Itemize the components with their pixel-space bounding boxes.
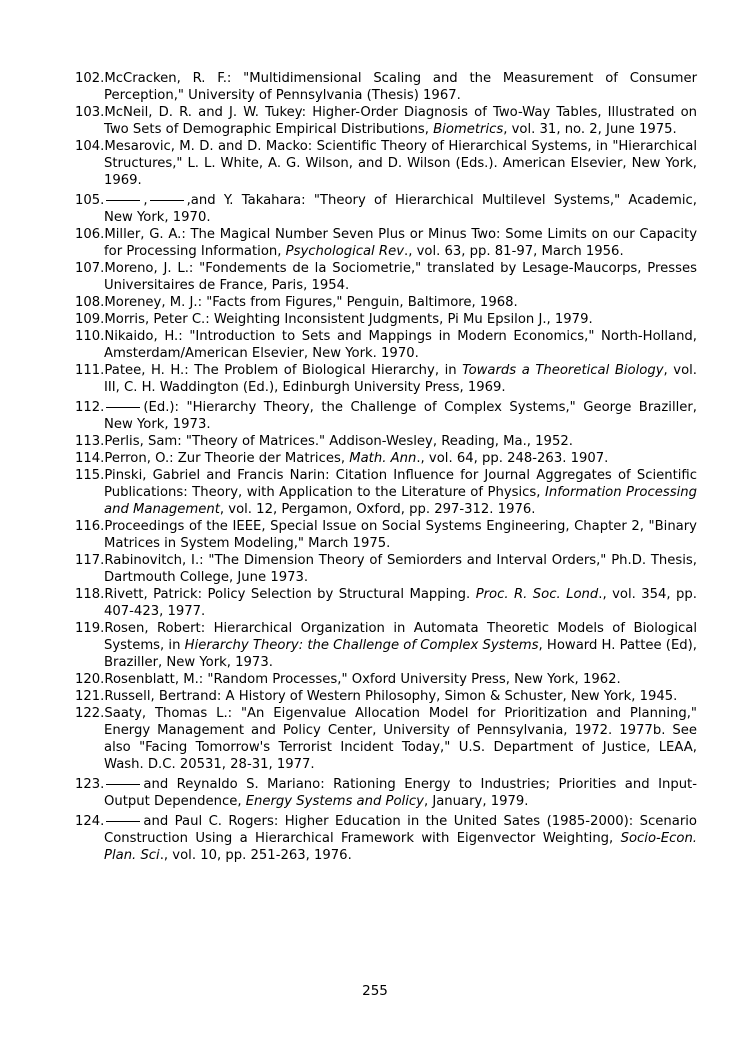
reference-italic-text: Information Processing and Management	[104, 485, 697, 517]
reference-italic-text: Proc. R. Soc. Lond	[475, 587, 599, 602]
ditto-dash	[106, 200, 140, 201]
reference-text: Rosen, Robert: Hierarchical Organization in Automata Theoretic Models of Biological Systems, in	[104, 621, 697, 653]
reference-entry	[75, 260, 697, 294]
reference-italic-text: Hierarchy Theory: the Challenge of Complex Systems	[184, 638, 539, 653]
reference-text: , vol. III, C. H. Waddington (Ed.), Edinburgh University Press, 1969.	[104, 363, 697, 395]
reference-entry	[75, 311, 697, 328]
ditto-dash	[106, 784, 140, 785]
reference-number: 123.	[75, 777, 105, 792]
page-number: 255	[362, 983, 388, 999]
reference-number: 118.	[75, 587, 105, 602]
reference-number: 106.	[75, 227, 105, 242]
reference-text: , January, 1979.	[423, 794, 529, 809]
reference-number: 111.	[75, 363, 105, 378]
reference-text: Rivett, Patrick: Policy Selection by Structural Mapping.	[104, 587, 476, 602]
reference-entry	[75, 192, 697, 226]
reference-number: 117.	[75, 553, 105, 568]
reference-text: , Howard H. Pattee (Ed), Braziller, New York, 1973.	[104, 638, 697, 670]
reference-text: Moreney, M. J.: "Facts from Figures," Penguin, Baltimore, 1968.	[104, 295, 518, 310]
reference-text: Mesarovic, M. D. and D. Macko: Scientific Theory of Hierarchical Systems, in "Hierarchical Structures," L. L. White, A. G. Wilson, and D. Wilson (Eds.). American Elsevier, New York, 1969.	[104, 139, 697, 188]
reference-text: ., vol. 64, pp. 248-263. 1907.	[416, 451, 609, 466]
reference-entry	[75, 362, 697, 396]
reference-number: 107.	[75, 261, 105, 276]
reference-entry	[75, 671, 697, 688]
reference-text: Miller, G. A.: The Magical Number Seven Plus or Minus Two: Some Limits on our Capacity for Processing Information,	[104, 227, 697, 259]
reference-entry	[75, 776, 697, 810]
reference-number: 102.	[75, 71, 105, 86]
reference-text: (Ed.): "Hierarchy Theory, the Challenge of Complex Systems," George Braziller, New York, 1973.	[104, 400, 697, 432]
reference-text: and Paul C. Rogers: Higher Education in the United Sates (1985-2000): Scenario Construction Using a Hierarchical Framework with Eigenvector Weighting,	[104, 814, 697, 846]
reference-text: Russell, Bertrand: A History of Western Philosophy, Simon & Schuster, New York, 1945.	[104, 689, 678, 704]
reference-entry	[75, 226, 697, 260]
reference-text: ., vol. 10, pp. 251-263, 1976.	[159, 848, 352, 863]
reference-text: and Reynaldo S. Mariano: Rationing Energy to Industries; Priorities and Input-Output Dependence,	[104, 777, 697, 809]
reference-entry	[75, 813, 697, 864]
reference-number: 112.	[75, 400, 105, 415]
reference-text: Nikaido, H.: "Introduction to Sets and Mappings in Modern Economics," North-Holland, Amsterdam/American Elsevier, New York. 1970.	[104, 329, 697, 361]
reference-italic-text: Towards a Theoretical Biology	[462, 363, 664, 378]
reference-number: 110.	[75, 329, 105, 344]
reference-italic-text: Math. Ann	[349, 451, 417, 466]
reference-text: ., vol. 354, pp. 407-423, 1977.	[104, 587, 697, 619]
reference-number: 109.	[75, 312, 105, 327]
reference-number: 120.	[75, 672, 105, 687]
reference-entry	[75, 138, 697, 189]
reference-text: Moreno, J. L.: "Fondements de la Sociometrie," translated by Lesage-Maucorps, Presses Universitaires de France, Paris, 1954.	[104, 261, 697, 293]
reference-number: 108.	[75, 295, 105, 310]
reference-text: McCracken, R. F.: "Multidimensional Scaling and the Measurement of Consumer Perception," University of Pennsylvania (Thesis) 1967.	[104, 71, 697, 103]
reference-italic-text: Psychological Rev	[285, 244, 404, 259]
reference-entry	[75, 518, 697, 552]
reference-entry	[75, 467, 697, 518]
reference-text: , vol. 12, Pergamon, Oxford, pp. 297-312. 1976.	[219, 502, 536, 517]
reference-text: ,	[143, 193, 148, 208]
reference-entry	[75, 70, 697, 104]
reference-text: , vol. 31, no. 2, June 1975.	[503, 122, 677, 137]
reference-number: 113.	[75, 434, 105, 449]
reference-text: McNeil, D. R. and J. W. Tukey: Higher-Order Diagnosis of Two-Way Tables, Illustrated on Two Sets of Demographic Empirical Distributions,	[104, 105, 697, 137]
reference-text: Perlis, Sam: "Theory of Matrices." Addison-Wesley, Reading, Ma., 1952.	[104, 434, 573, 449]
reference-number: 115.	[75, 468, 105, 483]
reference-entry	[75, 433, 697, 450]
ditto-dash	[150, 200, 184, 201]
reference-text: Proceedings of the IEEE, Special Issue on Social Systems Engineering, Chapter 2, "Binary Matrices in System Modeling," March 1975.	[104, 519, 697, 551]
reference-italic-text: Biometrics	[433, 122, 504, 137]
reference-text: Pinski, Gabriel and Francis Narin: Citation Influence for Journal Aggregates of Scientific Publications: Theory, with Application to the Literature of Physics,	[104, 468, 697, 500]
reference-number: 119.	[75, 621, 105, 636]
reference-number: 104.	[75, 139, 105, 154]
reference-entry	[75, 328, 697, 362]
reference-italic-text: Energy Systems and Policy	[245, 794, 424, 809]
reference-italic-text: Socio-Econ. Plan. Sci	[104, 831, 697, 863]
reference-text: ,and Y. Takahara: "Theory of Hierarchical Multilevel Systems," Academic, New York, 1970.	[104, 193, 697, 225]
reference-text: Saaty, Thomas L.: "An Eigenvalue Allocation Model for Prioritization and Planning," Energy Management and Policy Center, University of Pennsylvania, 1972. 1977b. See also "Facing Tomorrow's Terrorist Incident Today," U.S. Department of Justice, LEAA, Wash. D.C. 20531, 28-31, 1977.	[104, 706, 697, 772]
ditto-dash	[106, 407, 140, 408]
reference-entry	[75, 104, 697, 138]
reference-text: Morris, Peter C.: Weighting Inconsistent Judgments, Pi Mu Epsilon J., 1979.	[104, 312, 593, 327]
reference-entry	[75, 399, 697, 433]
reference-number: 103.	[75, 105, 105, 120]
reference-text: ., vol. 63, pp. 81-97, March 1956.	[404, 244, 624, 259]
reference-number: 121.	[75, 689, 105, 704]
reference-number: 116.	[75, 519, 105, 534]
reference-text: Perron, O.: Zur Theorie der Matrices,	[104, 451, 350, 466]
reference-entry	[75, 620, 697, 671]
reference-text: Patee, H. H.: The Problem of Biological Hierarchy, in	[104, 363, 463, 378]
reference-entry	[75, 586, 697, 620]
reference-text: Rosenblatt, M.: "Random Processes," Oxford University Press, New York, 1962.	[104, 672, 621, 687]
reference-entry	[75, 552, 697, 586]
reference-entry	[75, 450, 697, 467]
reference-entry	[75, 688, 697, 705]
reference-number: 124.	[75, 814, 105, 829]
reference-list	[75, 70, 697, 864]
ditto-dash	[106, 821, 140, 822]
reference-number: 122.	[75, 706, 105, 721]
reference-number: 114.	[75, 451, 105, 466]
reference-entry	[75, 705, 697, 773]
reference-number: 105.	[75, 193, 105, 208]
reference-text: Rabinovitch, I.: "The Dimension Theory of Semiorders and Interval Orders," Ph.D. Thesis, Dartmouth College, June 1973.	[104, 553, 697, 585]
reference-entry	[75, 294, 697, 311]
